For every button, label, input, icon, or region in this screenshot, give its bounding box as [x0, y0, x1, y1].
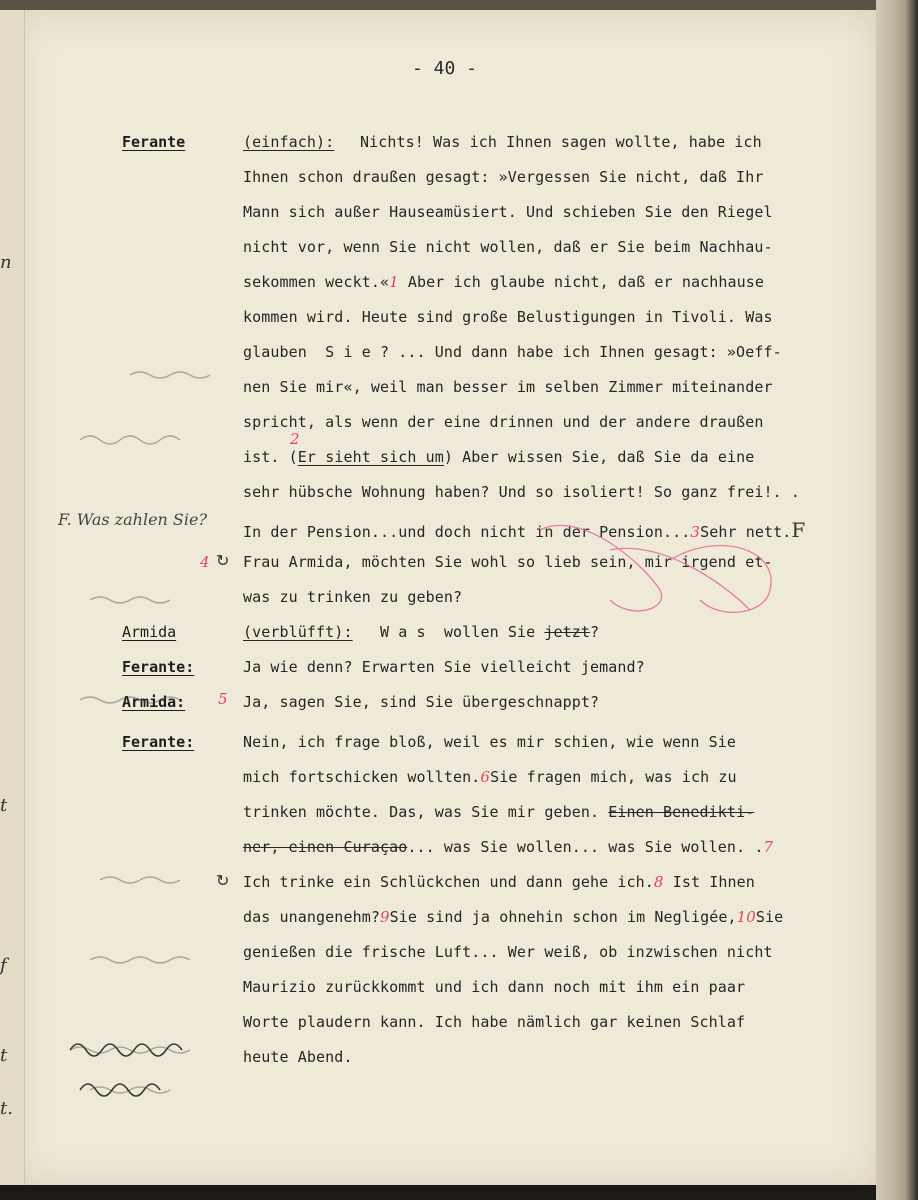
dialogue-line: mich fortschicken wollten.6Sie fragen mich, was ich zu	[243, 768, 737, 786]
red-mark: 3	[690, 523, 701, 541]
book-right-edge	[876, 0, 918, 1200]
dialogue-line: sehr hübsche Wohnung haben? Und so isoliert! So ganz frei!. .	[243, 483, 800, 501]
red-mark: 9	[379, 908, 390, 926]
edge-letter: t	[0, 795, 8, 816]
pencil-scribbles-icon	[60, 360, 240, 1120]
speaker-name: Ferante:	[122, 658, 195, 676]
speaker-name: Ferante:	[122, 733, 195, 751]
speaker-name: Ferante	[122, 133, 186, 151]
dialogue-line: Ja, sagen Sie, sind Sie übergeschnappt?	[243, 693, 600, 711]
handwritten-margin-note: F. Was zahlen Sie?	[58, 510, 208, 529]
dialogue-line: genießen die frische Luft... Wer weiß, ob inzwischen nicht	[243, 943, 773, 961]
stage-direction: Er sieht sich um	[297, 448, 444, 466]
dialogue-line: nen Sie mir«, weil man besser im selben Zimmer miteinander	[243, 378, 773, 396]
dialogue-line: sekommen weckt.«1 Aber ich glaube nicht, daß er nachhause	[243, 273, 764, 291]
red-mark: 7	[763, 838, 774, 856]
edge-letter: t	[0, 1045, 8, 1066]
page-number: - 40 -	[412, 58, 478, 79]
dialogue-line: W a s wollen Sie jetzt?	[380, 623, 600, 641]
dialogue-line: das unangenehm?9Sie sind ja ohnehin schon im Negligée,10Sie	[243, 908, 784, 926]
dialogue-line: heute Abend.	[243, 1048, 353, 1066]
edge-letter: n	[0, 252, 12, 273]
dialogue-line: ner, einen Curaçao... was Sie wollen... was Sie wollen. .7	[243, 838, 774, 856]
pink-correction-scribble-icon	[520, 520, 840, 630]
dialogue-line: spricht, als wenn der eine drinnen und der andere draußen	[243, 413, 764, 431]
red-mark: 4	[200, 553, 210, 571]
insert-mark-icon: ↻	[216, 551, 230, 570]
dialogue-line: was zu trinken zu geben?	[243, 588, 463, 606]
dialogue-line: nicht vor, wenn Sie nicht wollen, daß er Sie beim Nachhau-	[243, 238, 773, 256]
stage-direction: (verblüfft):	[243, 623, 353, 641]
insert-mark-icon: ↻	[216, 871, 230, 890]
red-mark: 10	[736, 908, 756, 926]
dialogue-line: Worte plaudern kann. Ich habe nämlich gar keinen Schlaf	[243, 1013, 746, 1031]
dialogue-line: glauben S i e ? ... Und dann habe ich Ihnen gesagt: »Oeff-	[243, 343, 782, 361]
red-mark: 6	[480, 768, 491, 786]
speaker-name: Armida:	[122, 693, 186, 711]
red-mark: 5	[218, 690, 228, 708]
dialogue-line: trinken möchte. Das, was Sie mir geben. Einen Benedikti-	[243, 803, 755, 821]
speaker-name: Armida	[122, 623, 177, 641]
red-mark: 2	[290, 430, 300, 448]
red-mark: F	[791, 518, 806, 542]
dialogue-line: Ihnen schon draußen gesagt: »Vergessen Sie nicht, daß Ihr	[243, 168, 764, 186]
book-top-edge	[0, 0, 918, 10]
edge-letter: t.	[0, 1098, 13, 1119]
dialogue-line: In der Pension...und doch nicht in der Pension...3Sehr nett.F	[243, 518, 806, 542]
red-mark: 1	[389, 273, 399, 291]
stage-direction: (einfach):	[243, 133, 335, 151]
dialogue-line: kommen wird. Heute sind große Belustigungen in Tivoli. Was	[243, 308, 773, 326]
dialogue-line: Ja wie denn? Erwarten Sie vielleicht jemand?	[243, 658, 645, 676]
dialogue-line: Frau Armida, möchten Sie wohl so lieb sein, mir irgend et-	[243, 553, 773, 571]
dialogue-line: Nichts! Was ich Ihnen sagen wollte, habe ich	[360, 133, 762, 151]
dialogue-line: Nein, ich frage bloß, weil es mir schien, wie wenn Sie	[243, 733, 737, 751]
red-mark: 8	[653, 873, 664, 891]
dialogue-line: Ich trinke ein Schlückchen und dann gehe ich.8 Ist Ihnen	[243, 873, 755, 891]
edge-letter: f	[0, 955, 7, 976]
previous-page-edge	[0, 10, 25, 1185]
dialogue-line: Maurizio zurückkommt und ich dann noch mit ihm ein paar	[243, 978, 746, 996]
dialogue-line: Mann sich außer Hauseamüsiert. Und schieben Sie den Riegel	[243, 203, 773, 221]
dialogue-line: ist. (Er sieht sich um) Aber wissen Sie, daß Sie da eine	[243, 448, 755, 466]
